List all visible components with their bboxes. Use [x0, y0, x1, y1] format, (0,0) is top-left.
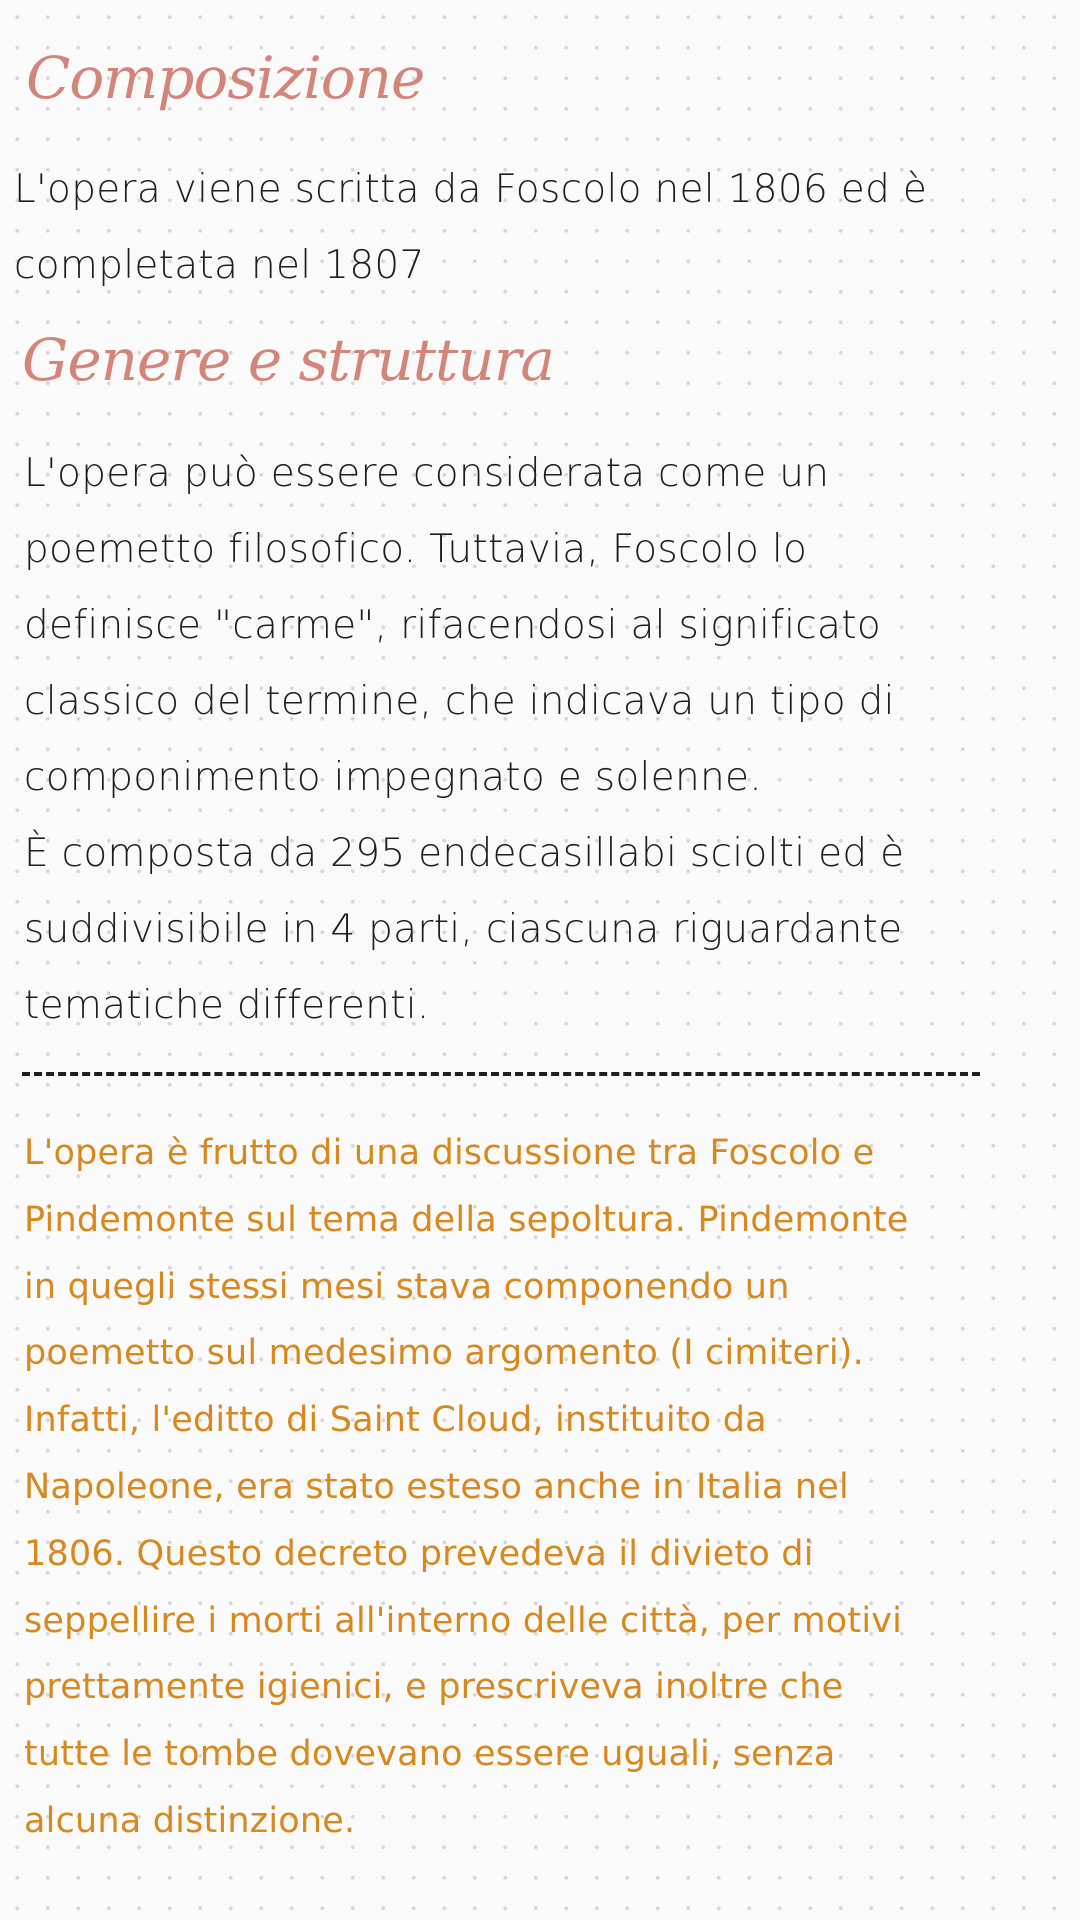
text-line: definisce "carme", rifacendosi al significato: [24, 603, 881, 648]
paragraph-genere-e-struttura: [24, 436, 904, 1044]
heading-genere-e-struttura: Genere e struttura: [22, 326, 555, 394]
paragraph-composizione: [14, 152, 927, 304]
text-line: completata nel 1807: [14, 243, 425, 288]
text-line: poemetto filosofico. Tuttavia, Foscolo lo: [24, 527, 808, 572]
heading-composizione: Composizione: [26, 44, 425, 112]
text-line: componimento impegnato e solenne.: [24, 755, 762, 800]
text-line: poemetto sul medesimo argomento (I cimiteri).: [24, 1333, 864, 1374]
paragraph-note: [24, 1120, 909, 1855]
text-line: tematiche differenti.: [24, 983, 430, 1028]
text-line: in quegli stessi mesi stava componendo un: [24, 1266, 790, 1307]
text-line: 1806. Questo decreto prevedeva il divieto di: [24, 1533, 814, 1574]
text-line: L'opera viene scritta da Foscolo nel 1806 ed è: [14, 167, 928, 212]
text-line: seppellire i morti all'interno delle città, per motivi: [24, 1600, 903, 1641]
text-line: prettamente igienici, e prescriveva inoltre che: [24, 1667, 844, 1708]
text-line: alcuna distinzione.: [24, 1800, 356, 1841]
text-line: suddivisibile in 4 parti, ciascuna riguardante: [24, 907, 903, 952]
text-line: L'opera può essere considerata come un: [24, 451, 830, 496]
text-line: È composta da 295 endecasillabi sciolti ed è: [24, 831, 905, 876]
text-line: tutte le tombe dovevano essere uguali, senza: [24, 1734, 836, 1775]
text-line: L'opera è frutto di una discussione tra Foscolo e: [24, 1133, 875, 1173]
text-line: classico del termine, che indicava un tipo di: [24, 679, 895, 724]
text-line: Pindemonte sul tema della sepoltura. Pindemonte: [24, 1199, 909, 1240]
text-line: Napoleone, era stato esteso anche in Italia nel: [24, 1466, 849, 1507]
dashed-divider: [22, 1072, 980, 1090]
text-line: Infatti, l'editto di Saint Cloud, instituito da: [24, 1400, 767, 1441]
